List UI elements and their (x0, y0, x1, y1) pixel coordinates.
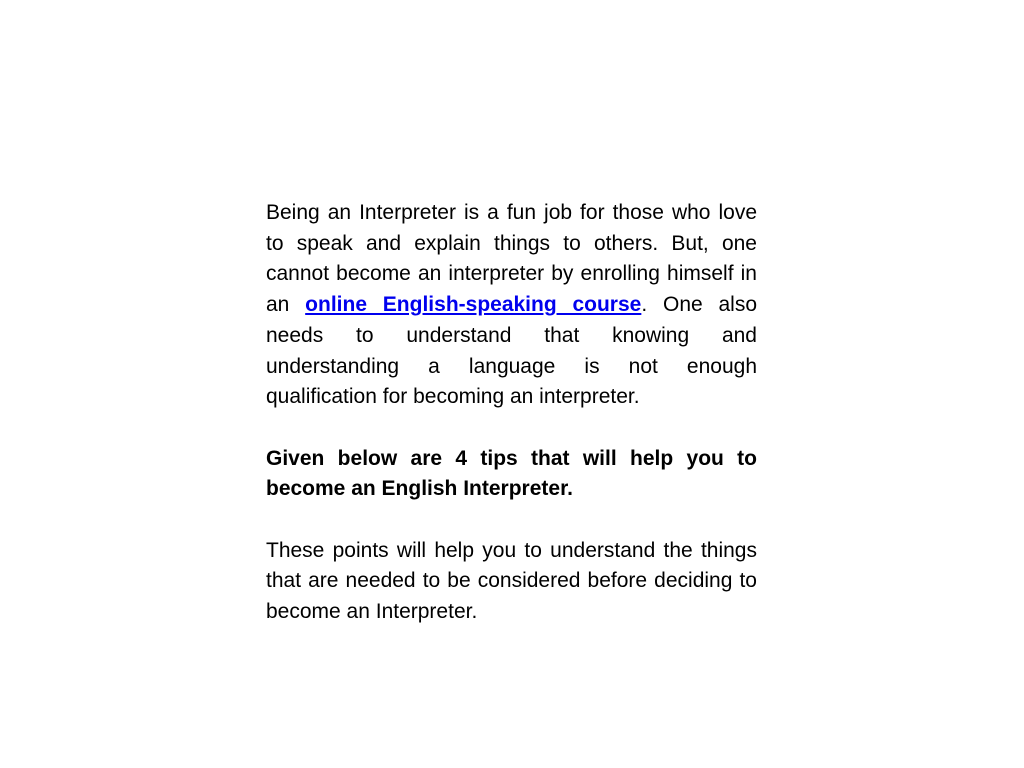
tips-heading-paragraph: Given below are 4 tips that will help you to become an English Interpreter. (266, 446, 757, 501)
intro-paragraph (266, 198, 757, 413)
intro-text-after-link: . One also needs to understand that knowing and understanding a language is not enough qualification for becoming an interpreter. (266, 293, 757, 409)
closing-paragraph: These points will help you to understand the things that are needed to be considered before deciding to become an Interpreter. (266, 538, 757, 624)
text-box (266, 198, 757, 628)
intro-text-before-link: Being an Interpreter is a fun job for those who love to speak and explain things to others. But, one cannot become an interpreter by enrolling himself in an (266, 201, 757, 317)
english-course-link[interactable]: online English-speaking course (305, 293, 642, 317)
